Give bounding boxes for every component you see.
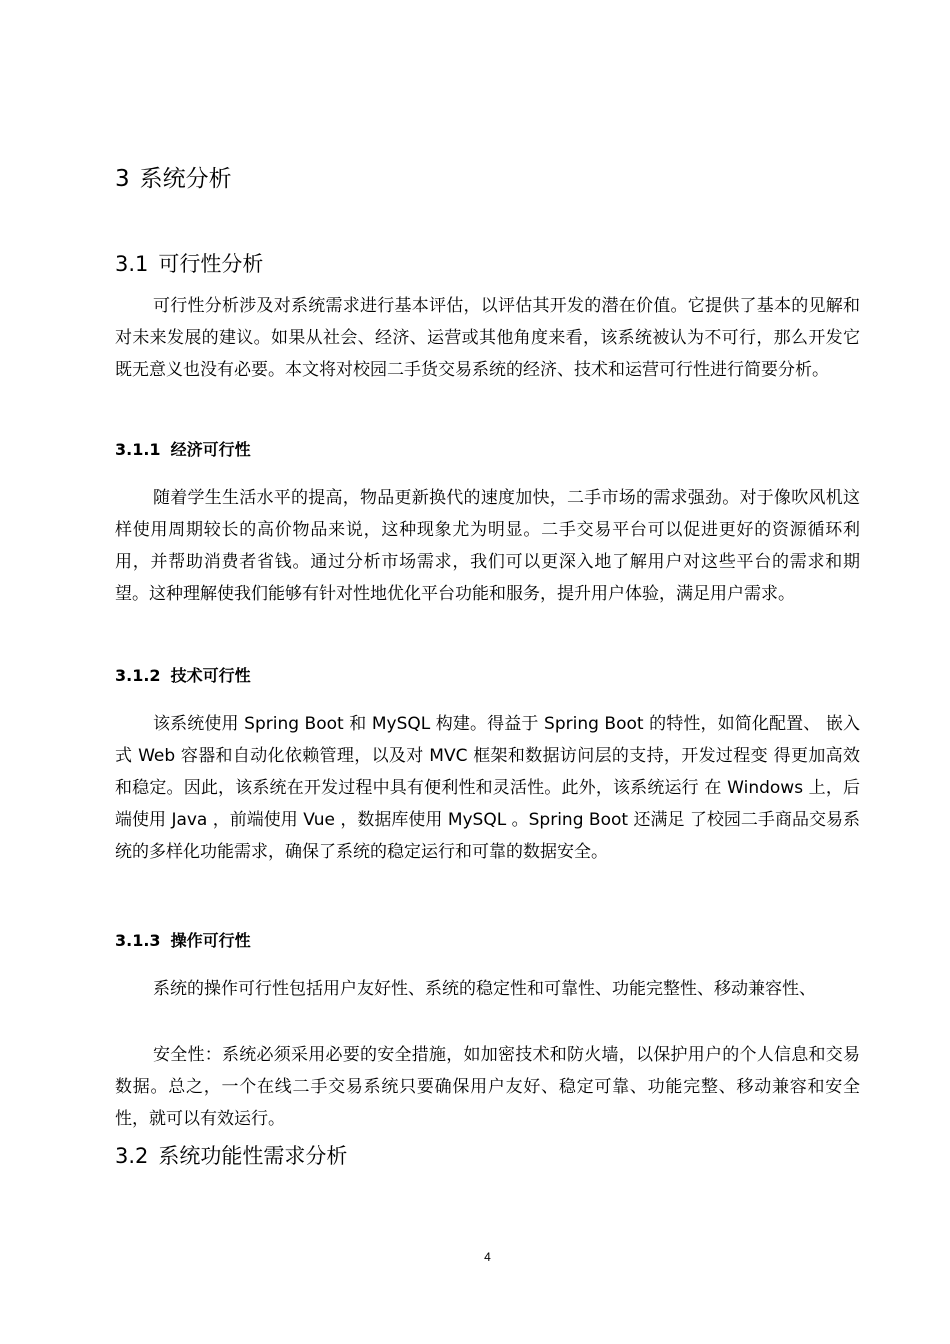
section-title: 可行性分析 — [158, 252, 264, 276]
section-heading-3-1-1 — [115, 437, 251, 460]
section-number: 3.1.3 — [115, 931, 161, 950]
paragraph-operational-2: 安全性：系统必须采用必要的安全措施，如加密技术和防火墙，以保护用户的个人信息和交易数据。总之，一个在线二手交易系统只要确保用户友好、稳定可靠、功能完整、移动兼容和安全性，就可以有效运行。 — [115, 1045, 860, 1129]
section-number: 3.1.1 — [115, 440, 161, 459]
section-number: 3.2 — [115, 1144, 149, 1168]
section-title: 技术可行性 — [170, 666, 251, 685]
chapter-title: 系统分析 — [139, 166, 232, 192]
section-heading-3-1-3 — [115, 928, 251, 951]
chapter-number: 3 — [115, 166, 130, 192]
chapter-heading — [115, 160, 232, 193]
section-title: 经济可行性 — [170, 440, 251, 459]
section-title: 系统功能性需求分析 — [158, 1144, 348, 1168]
section-number: 3.1 — [115, 252, 149, 276]
page-number: 4 — [484, 1250, 491, 1264]
paragraph-economic: 随着学生生活水平的提高，物品更新换代的速度加快，二手市场的需求强劲。对于像吹风机这样使用周期较长的高价物品来说，这种现象尤为明显。二手交易平台可以促进更好的资源循环利用，并帮助消费者省钱。通过分析市场需求，我们可以更深入地了解用户对这些平台的需求和期望。这种理解使我们能够有针对性地优化平台功能和服务，提升用户体验，满足用户需求。 — [115, 488, 860, 604]
section-heading-3-1-2 — [115, 663, 251, 686]
section-number: 3.1.2 — [115, 666, 161, 685]
paragraph-operational-1: 系统的操作可行性包括用户友好性、系统的稳定性和可靠性、功能完整性、移动兼容性、 — [153, 979, 816, 999]
paragraph-intro: 可行性分析涉及对系统需求进行基本评估，以评估其开发的潜在价值。它提供了基本的见解和对未来发展的建议。如果从社会、经济、运营或其他角度来看，该系统被认为不可行，那么开发它既无意义也没有必要。本文将对校园二手货交易系统的经济、技术和运营可行性进行简要分析。 — [115, 296, 860, 380]
paragraph-technical: 该系统使用 Spring Boot 和 MySQL 构建。得益于 Spring Boot 的特性，如简化配置、 嵌入式 Web 容器和自动化依赖管理，以及对 MVC 框架和数据访问层的支持，开发过程变 得更加高效和稳定。因此，该系统在开发过程中具有便利性和灵活性。此外，该系统运行 在 Windows 上，后端使用 Java ，前端使用 Vue ，数据库使用 MySQL 。Spring Boot 还满足 了校园二手商品交易系统的多样化功能需求，确保了系统的稳定运行和可靠的数据安全。 — [115, 714, 860, 862]
section-heading-3-2 — [115, 1140, 347, 1170]
section-title: 操作可行性 — [170, 931, 251, 950]
section-heading-3-1 — [115, 248, 263, 278]
